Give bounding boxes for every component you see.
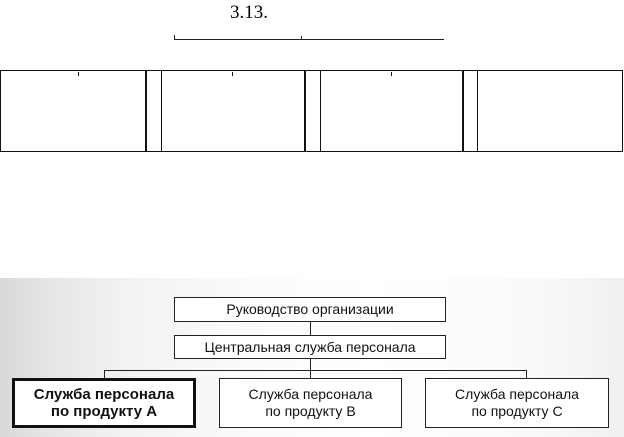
- node-unit-a: [12, 378, 196, 428]
- schematic-top-tick-mid: [301, 36, 302, 39]
- node-unit-c-label: Служба персонала по продукту С: [455, 386, 579, 419]
- blank-gap-1: [146, 70, 162, 152]
- blank-tick-3: [391, 72, 392, 76]
- node-unit-c: [425, 378, 609, 428]
- node-unit-b-label: Служба персонала по продукту В: [248, 386, 373, 419]
- node-unit-a-label: Служба персонала по продукту А: [33, 386, 175, 420]
- node-management: [174, 297, 446, 322]
- figure-number: 3.13.: [230, 2, 268, 23]
- connector-top-central: [310, 322, 311, 335]
- blank-gap-3: [463, 70, 478, 152]
- node-central-hr: [174, 335, 446, 359]
- node-central-hr-label: Центральная служба персонала: [204, 338, 416, 355]
- blank-tick-1: [78, 72, 79, 76]
- blank-gap-2: [305, 70, 321, 152]
- blank-box-1: [0, 70, 146, 152]
- blank-box-3: [320, 70, 463, 152]
- schematic-top-tick-left: [174, 35, 175, 40]
- blank-box-4: [477, 70, 623, 152]
- blank-box-2: [161, 70, 305, 152]
- node-unit-b: [219, 378, 402, 428]
- node-management-label: Руководство организации: [226, 301, 394, 317]
- blank-tick-2: [232, 72, 233, 76]
- schematic-top-line: [174, 39, 444, 40]
- connector-horizontal: [104, 370, 527, 371]
